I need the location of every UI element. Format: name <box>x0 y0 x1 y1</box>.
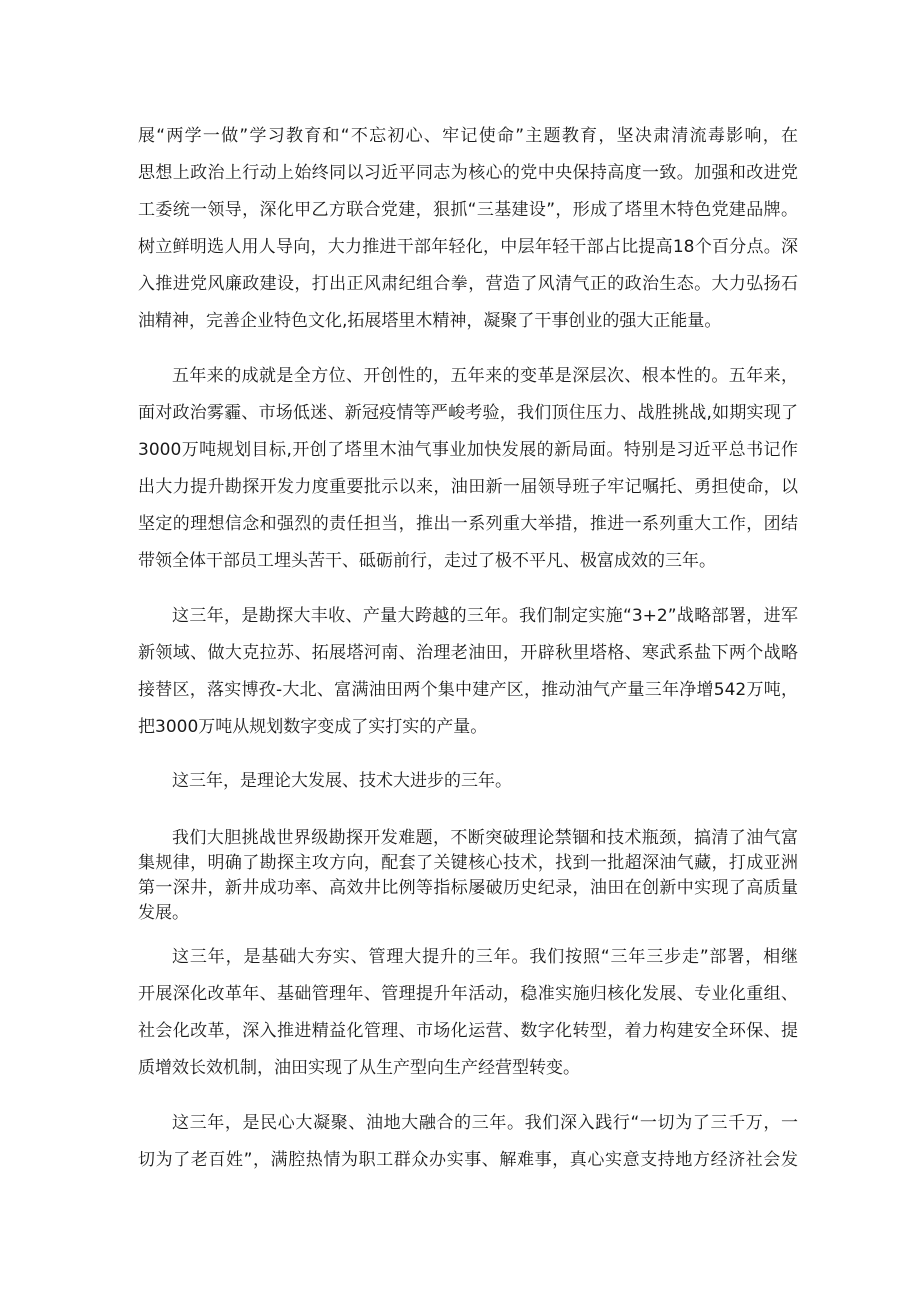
text-line: 思想上政治上行动上始终同以习近平同志为核心的党中央保持高度一致。加强和改进党 <box>138 163 798 183</box>
paragraph-4 <box>138 763 798 800</box>
text-line: 五年来的成就是全方位、开创性的，五年来的变革是深层次、根本性的。五年来， <box>172 366 798 386</box>
paragraph-7 <box>138 1105 798 1179</box>
text-line: 油精神，完善企业特色文化,拓展塔里木精神，凝聚了干事创业的强大正能量。 <box>138 311 722 331</box>
paragraph-5 <box>138 826 798 926</box>
paragraph-1 <box>138 118 798 340</box>
text-line: 把3000万吨从规划数字变成了实打实的产量。 <box>138 717 488 737</box>
text-line: 这三年，是理论大发展、技术大进步的三年。 <box>172 771 512 791</box>
text-line: 这三年，是勘探大丰收、产量大跨越的三年。我们制定实施“3+2”战略部署，进军 <box>172 606 798 626</box>
text-line: 树立鲜明选人用人导向，大力推进干部年轻化，中层年轻干部占比提高18个百分点。深 <box>138 237 798 257</box>
text-line: 这三年，是基础大夯实、管理大提升的三年。我们按照“三年三步走”部署，相继 <box>172 947 798 967</box>
text-line: 开展深化改革年、基础管理年、管理提升年活动，稳准实施归核化发展、专业化重组、 <box>138 984 798 1004</box>
paragraph-3 <box>138 598 798 746</box>
text-line: 质增效长效机制，油田实现了从生产型向生产经营型转变。 <box>138 1058 580 1078</box>
text-line: 第一深井，新井成功率、高效井比例等指标屡破历史纪录，油田在创新中实现了高质量 <box>138 878 798 898</box>
text-line: 3000万吨规划目标,开创了塔里木油气事业加快发展的新局面。特别是习近平总书记作 <box>138 440 798 460</box>
text-line: 新领域、做大克拉苏、拓展塔河南、治理老油田，开辟秋里塔格、寒武系盐下两个战略 <box>138 643 798 663</box>
text-line: 接替区，落实博孜-大北、富满油田两个集中建产区，推动油气产量三年净增542万吨， <box>138 680 798 700</box>
text-line: 入推进党风廉政建设，打出正风肃纪组合拳，营造了风清气正的政治生态。大力弘扬石 <box>138 274 798 294</box>
text-line: 发展。 <box>138 903 189 923</box>
paragraph-2 <box>138 358 798 580</box>
text-line: 面对政治雾霾、市场低迷、新冠疫情等严峻考验，我们顶住压力、战胜挑战,如期实现了 <box>138 403 798 423</box>
text-line: 社会化改革，深入推进精益化管理、市场化运营、数字化转型，着力构建安全环保、提 <box>138 1021 798 1041</box>
text-line: 展“两学一做”学习教育和“不忘初心、牢记使命”主题教育，坚决肃清流毒影响，在 <box>138 126 798 146</box>
text-line: 工委统一领导，深化甲乙方联合党建，狠抓“三基建设”，形成了塔里木特色党建品牌。 <box>138 200 798 220</box>
text-line: 我们大胆挑战世界级勘探开发难题，不断突破理论禁锢和技术瓶颈，搞清了油气富 <box>172 828 798 848</box>
text-line: 坚定的理想信念和强烈的责任担当，推出一系列重大举措，推进一系列重大工作，团结 <box>138 514 798 534</box>
text-line: 集规律，明确了勘探主攻方向，配套了关键核心技术，找到一批超深油气藏，打成亚洲 <box>138 853 798 873</box>
text-line: 出大力提升勘探开发力度重要批示以来，油田新一届领导班子牢记嘱托、勇担使命，以 <box>138 477 798 497</box>
paragraph-6 <box>138 939 798 1087</box>
text-line: 这三年，是民心大凝聚、油地大融合的三年。我们深入践行“一切为了三千万，一 <box>172 1113 798 1133</box>
text-line: 切为了老百姓”，满腔热情为职工群众办实事、解难事，真心实意支持地方经济社会发 <box>138 1150 798 1170</box>
text-line: 带领全体干部员工埋头苦干、砥砺前行，走过了极不平凡、极富成效的三年。 <box>138 551 716 571</box>
